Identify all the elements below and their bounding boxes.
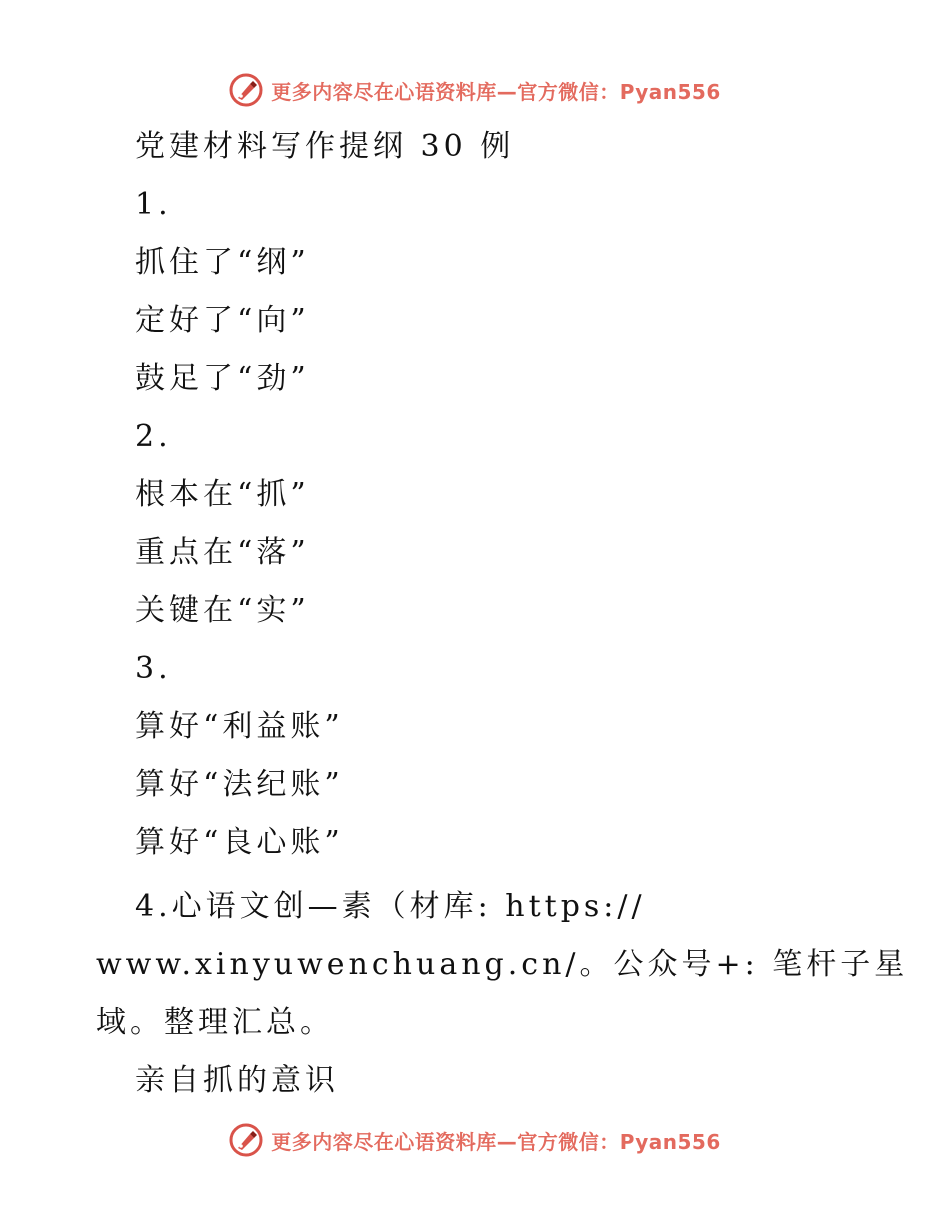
text-line: 算好“良心账” [135,825,344,860]
watermark-text: 更多内容尽在心语资料库—官方微信：Pyan556 [271,1129,721,1154]
text-line: 算好“法纪账” [135,767,344,802]
text-line: 算好“利益账” [135,709,344,744]
text-line: 1. [135,187,172,222]
text-line: 3. [135,651,172,686]
pen-logo-icon [229,73,263,107]
text-line: 2. [135,419,172,454]
text-line: 根本在“抓” [135,477,310,512]
watermark-text: 更多内容尽在心语资料库—官方微信：Pyan556 [271,79,721,104]
text-line: 关键在“实” [135,593,310,628]
text-line: 4.心语文创—素（材库: https:// [135,889,646,924]
text-line: 重点在“落” [135,535,310,570]
text-line: www.xinyuwenchuang.cn/。公众号+: 笔杆子星 [96,947,909,982]
text-line: 亲自抓的意识 [135,1063,339,1098]
text-line: 抓住了“纲” [135,245,310,280]
document-title: 党建材料写作提纲 30 例 [135,129,515,164]
footer-watermark-banner [0,1120,950,1160]
header-watermark-banner [0,70,950,110]
text-line: 鼓足了“劲” [135,361,310,396]
pen-logo-icon [229,1123,263,1157]
text-line: 域。整理汇总。 [96,1005,334,1040]
text-line: 定好了“向” [135,303,310,338]
